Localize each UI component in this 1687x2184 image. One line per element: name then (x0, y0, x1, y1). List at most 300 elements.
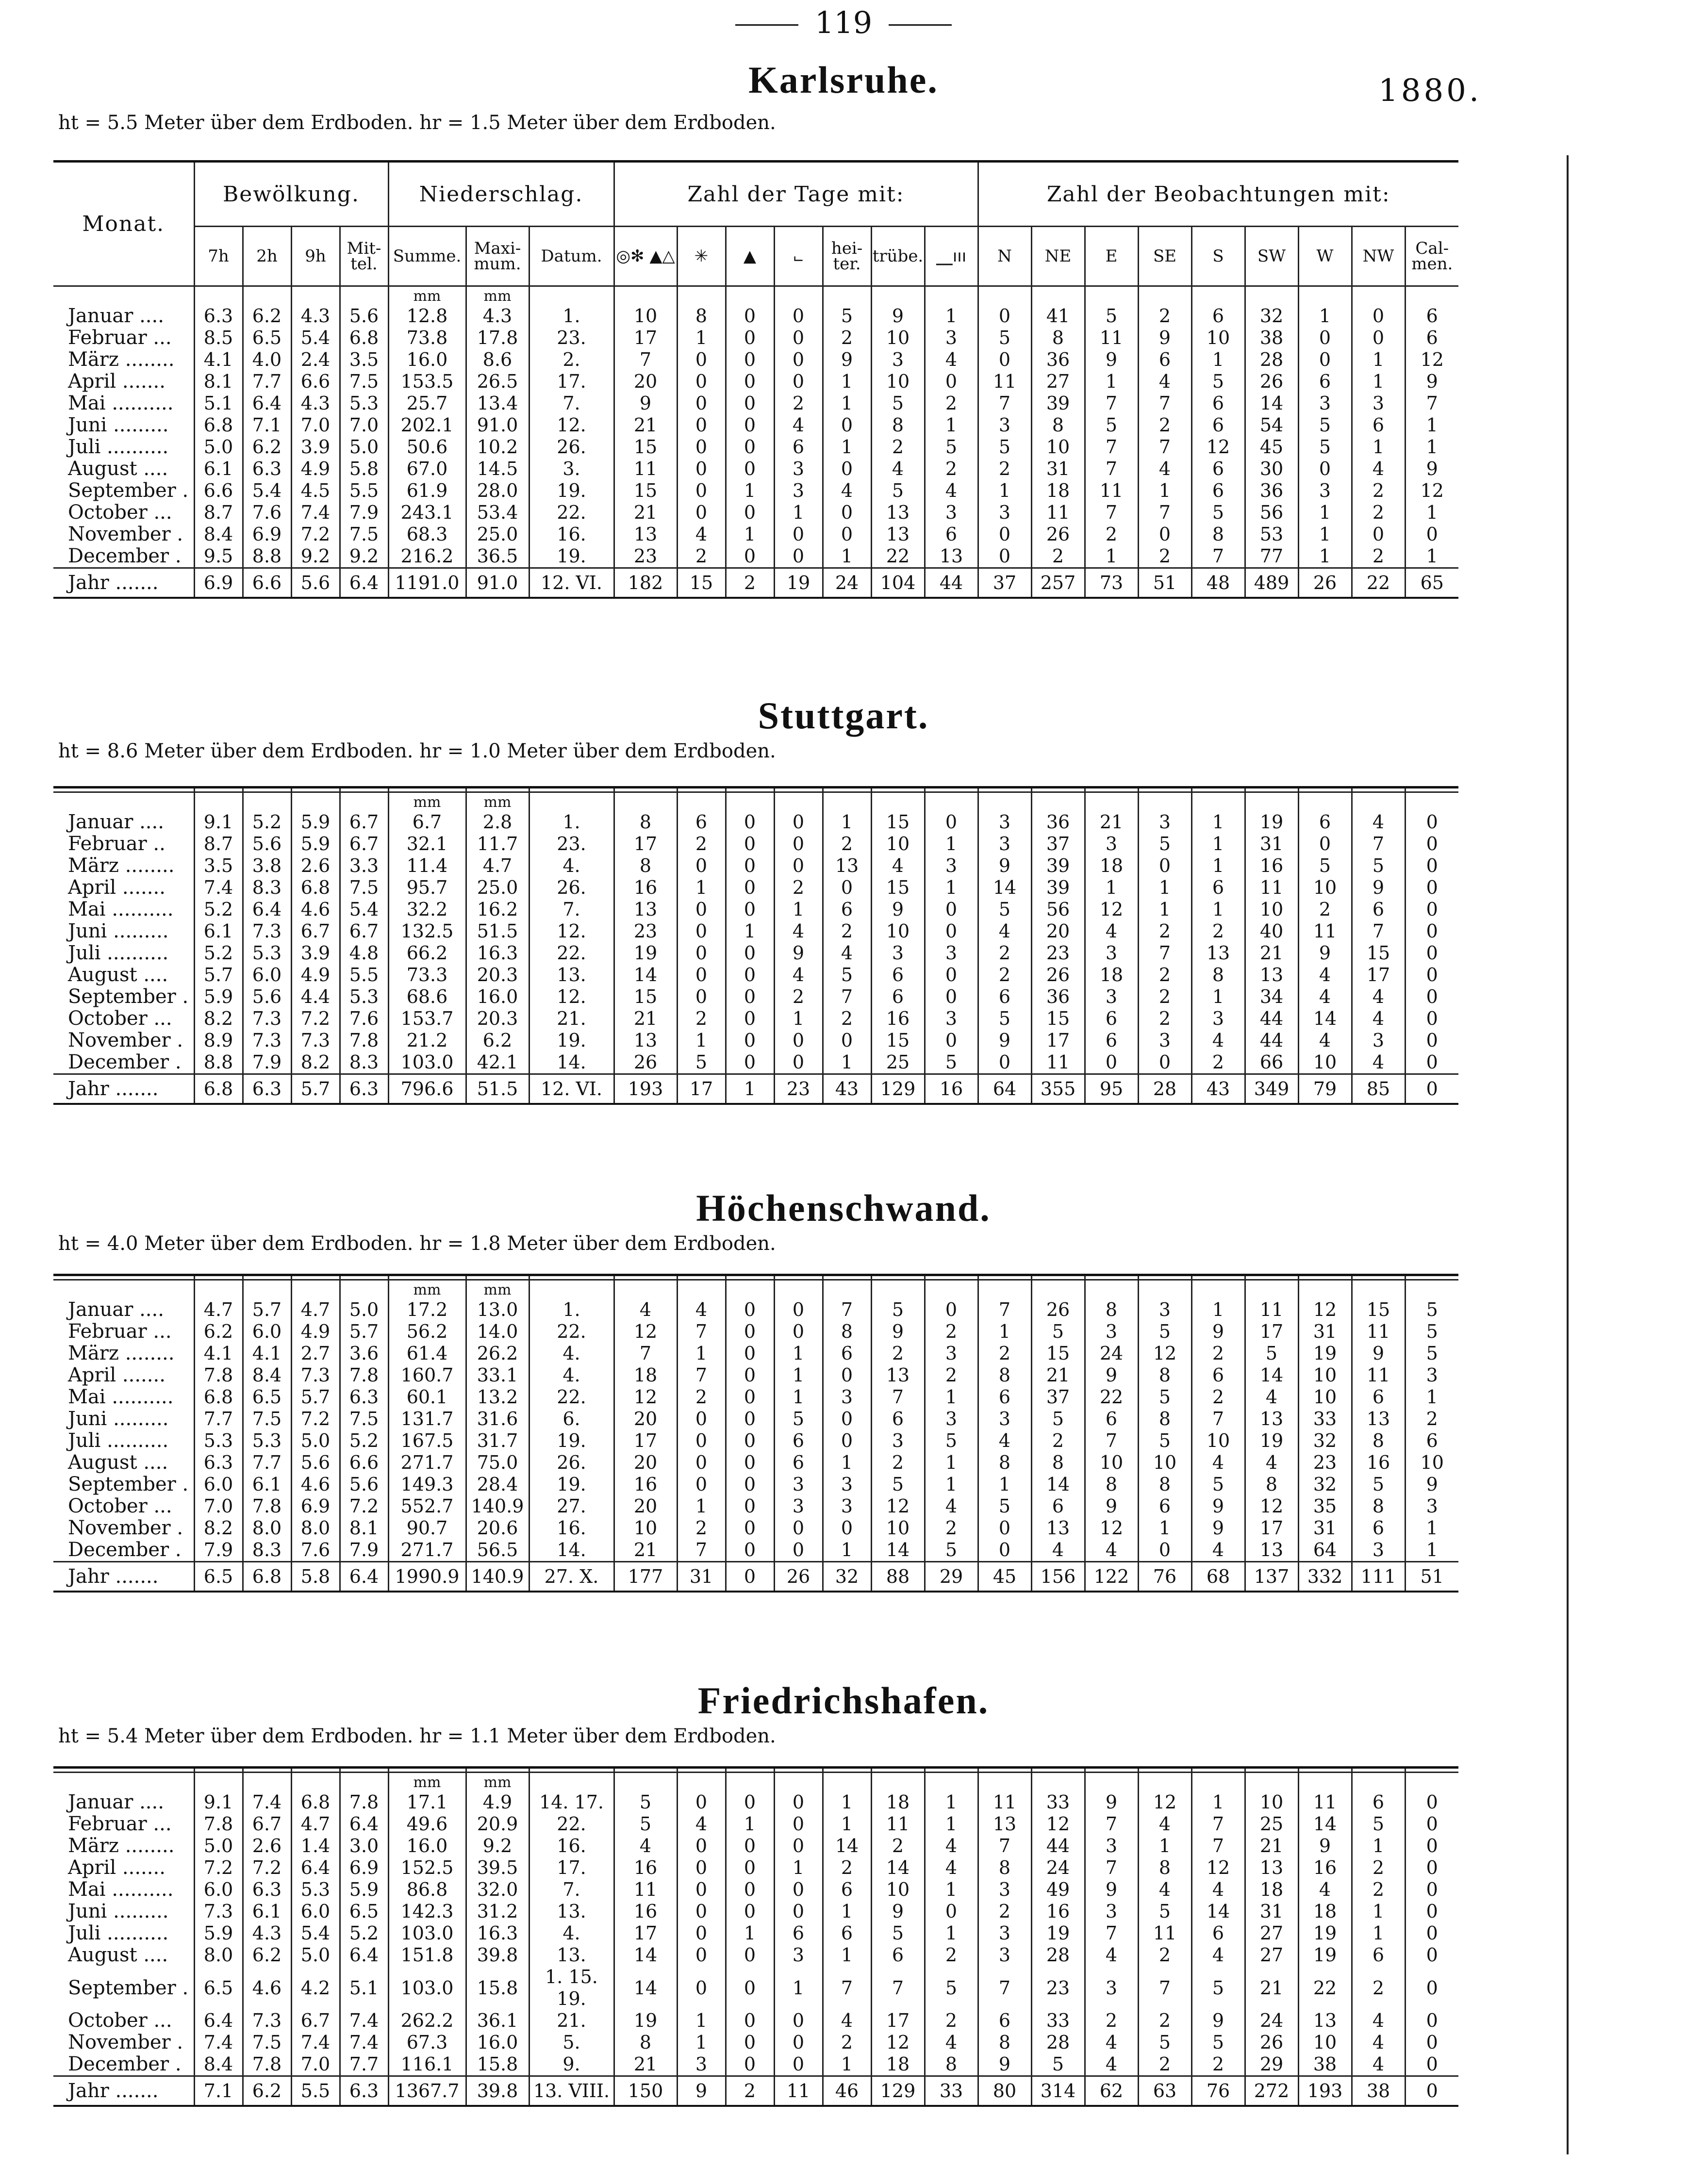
table-cell: 14 (1298, 1008, 1352, 1030)
table-top-rule (388, 1768, 466, 1773)
table-cell: 8.8 (194, 1051, 243, 1074)
table-cell: 1 (1298, 524, 1352, 545)
table-cell: 0 (1426, 1051, 1438, 1073)
table-cell: 10 (871, 833, 925, 855)
column-header-calmen: Cal-men. (1405, 227, 1458, 286)
table-cell: 2 (978, 1343, 1031, 1364)
spacer-cell (978, 286, 1031, 306)
table-cell: 5 (1191, 1966, 1245, 2010)
table-cell: 0 (677, 1922, 726, 1944)
column-header-wind-n: N (978, 227, 1031, 286)
table-cell: 3 (871, 1430, 925, 1452)
table-row (53, 1008, 1458, 1030)
table-cell: 0 (677, 1966, 726, 2010)
table-cell: 2 (823, 1008, 871, 1030)
table-cell: 11 (614, 458, 677, 480)
table-cell: 5 (1191, 371, 1245, 393)
table-cell: 0 (677, 855, 726, 877)
annual-cell: 129 (871, 2076, 925, 2106)
table-cell: 1 (823, 1452, 871, 1474)
table-cell: 19. (529, 480, 614, 502)
instrument-height-note: ht = 8.6 Meter über dem Erdboden. hr = 1.0 Meter über dem Erdboden. (58, 740, 776, 762)
table-cell: 5 (1031, 2053, 1085, 2076)
spacer-cell (1191, 286, 1245, 306)
table-cell: 0 (774, 1299, 823, 1321)
table-cell: 1 (1138, 1517, 1191, 1539)
table-cell: 5.9 (291, 833, 340, 855)
table-cell: 8 (978, 1452, 1031, 1474)
table-cell: 2.4 (291, 349, 340, 371)
table-cell: 8.3 (243, 1539, 291, 1562)
table-cell: 17 (614, 1922, 677, 1944)
table-cell: 33.1 (466, 1364, 529, 1386)
table-row (53, 1343, 1458, 1364)
table-cell: 5.3 (243, 942, 291, 964)
table-cell: 8.2 (194, 1008, 243, 1030)
table-cell: 4 (1138, 458, 1191, 480)
spacer-cell (1085, 792, 1138, 812)
table-cell: 0 (677, 1835, 726, 1857)
table-cell: 7.3 (243, 920, 291, 942)
table-top-rule (774, 1275, 823, 1280)
table-cell: 3.8 (243, 855, 291, 877)
table-cell: 2 (1191, 1051, 1245, 1074)
table-row (53, 480, 1458, 502)
table-cell: 5.3 (340, 986, 388, 1008)
table-cell: 9.2 (291, 545, 340, 568)
table-cell: 11 (871, 1813, 925, 1835)
table-cell: 7 (1352, 920, 1405, 942)
table-cell: 7.5 (340, 371, 388, 393)
month-label: October ... (53, 502, 194, 524)
annual-cell: 6.3 (243, 1074, 291, 1104)
table-cell: 0 (925, 920, 978, 942)
table-cell: 7.8 (340, 1030, 388, 1051)
table-cell: 8 (1085, 1474, 1138, 1495)
table-cell: 0 (978, 1539, 1031, 1562)
table-cell: 1 (1191, 899, 1245, 920)
annual-label: Jahr ....... (53, 2076, 194, 2106)
table-row (53, 1364, 1458, 1386)
annual-cell: 355 (1031, 1074, 1085, 1104)
table-cell: 6 (871, 964, 925, 986)
table-cell: 3 (823, 1495, 871, 1517)
table-top-rule (614, 788, 677, 792)
table-cell: 116.1 (388, 2053, 466, 2076)
table-cell: 17 (1245, 1517, 1298, 1539)
table-cell: 4.7 (291, 1813, 340, 1835)
table-cell: 0 (774, 2010, 823, 2032)
table-cell: 23 (1031, 942, 1085, 964)
spacer-cell (1298, 792, 1352, 812)
table-cell: 3 (1352, 393, 1405, 414)
table-cell: 8.3 (243, 877, 291, 899)
spacer-cell (774, 1280, 823, 1299)
table-top-rule (871, 788, 925, 792)
table-cell: 31 (1245, 1901, 1298, 1922)
table-cell: 1 (1352, 349, 1405, 371)
table-cell: 31.2 (466, 1901, 529, 1922)
table-cell: 2. (529, 349, 614, 371)
table-cell: 7.8 (194, 1364, 243, 1386)
table-cell: 21 (614, 502, 677, 524)
table-cell: 13.2 (466, 1386, 529, 1408)
table-cell: 0 (1426, 1857, 1438, 1878)
table-cell: 3 (1191, 1008, 1245, 1030)
spacer-cell (1405, 1280, 1458, 1299)
table-cell: 5.7 (194, 964, 243, 986)
table-cell: 1 (823, 1791, 871, 1813)
table-cell: 12. (529, 986, 614, 1008)
table-cell: 3 (1426, 1364, 1438, 1386)
table-cell: 6 (1191, 458, 1245, 480)
table-cell: 0 (726, 1495, 774, 1517)
table-cell: 2 (925, 1517, 978, 1539)
table-cell: 5. (529, 2032, 614, 2053)
table-row (53, 1321, 1458, 1343)
table-cell: 1 (1298, 305, 1352, 327)
table-row (53, 1791, 1458, 1813)
table-cell: 5 (978, 327, 1031, 349)
table-cell: 39 (1031, 393, 1085, 414)
table-cell: 0 (726, 1452, 774, 1474)
month-label: August .... (53, 1944, 194, 1966)
table-cell: 2 (774, 393, 823, 414)
annual-cell: 1990.9 (388, 1562, 466, 1592)
spacer-cell (823, 286, 871, 306)
spacer-cell (1245, 286, 1298, 306)
table-cell: 10 (871, 1517, 925, 1539)
annual-cell: 314 (1031, 2076, 1085, 2106)
table-cell: 29 (1245, 2053, 1298, 2076)
spacer-cell (677, 286, 726, 306)
table-cell: 4 (1352, 2010, 1405, 2032)
table-cell: 6 (1298, 811, 1352, 833)
table-cell: 73.8 (388, 327, 466, 349)
table-top-rule (1298, 788, 1352, 792)
table-cell: 1 (1426, 436, 1438, 458)
table-cell: 9 (823, 349, 871, 371)
spacer-cell (1191, 792, 1245, 812)
table-cell: 4 (1191, 1944, 1245, 1966)
month-label: April ....... (53, 877, 194, 899)
table-cell: 0 (774, 1835, 823, 1857)
table-cell: 2 (1138, 920, 1191, 942)
table-top-rule (53, 1768, 194, 1773)
table-cell: 0 (1352, 327, 1405, 349)
table-cell: 6 (978, 986, 1031, 1008)
column-header-7h: 7h (194, 227, 243, 286)
table-cell: 3 (978, 1879, 1031, 1901)
annual-cell: 6.6 (243, 568, 291, 598)
table-cell: 12.8 (388, 305, 466, 327)
table-cell: 15 (871, 877, 925, 899)
table-cell: 3 (677, 2053, 726, 2076)
table-cell: 6 (1352, 1791, 1405, 1813)
table-cell: 3 (1352, 1539, 1405, 1562)
table-top-rule (1085, 788, 1138, 792)
table-cell: 0 (774, 545, 823, 568)
spacer-cell (823, 1773, 871, 1792)
table-cell: 19 (1298, 1922, 1352, 1944)
table-cell: 7 (1085, 1922, 1138, 1944)
table-cell: 1 (726, 1813, 774, 1835)
table-row (53, 436, 1458, 458)
table-cell: 0 (925, 1030, 978, 1051)
table-cell: 6.6 (194, 480, 243, 502)
table-cell: 31 (1031, 458, 1085, 480)
table-cell: 10 (871, 920, 925, 942)
table-cell: 26 (614, 1051, 677, 1074)
spacer-cell (726, 1280, 774, 1299)
table-cell: 16.0 (388, 349, 466, 371)
table-cell: 9 (1426, 1474, 1438, 1495)
table-cell: 0 (925, 371, 978, 393)
table-cell: 5.6 (291, 1452, 340, 1474)
table-cell: 4 (823, 942, 871, 964)
table-cell: 4 (1191, 1879, 1245, 1901)
table-top-rule (529, 788, 614, 792)
annual-cell: 48 (1191, 568, 1245, 598)
table-cell: 9 (1191, 1495, 1245, 1517)
table-cell: 39.5 (466, 1857, 529, 1879)
table-cell: 4 (925, 349, 978, 371)
table-cell: 3 (925, 855, 978, 877)
table-cell: 0 (1426, 877, 1438, 898)
table-cell: 7 (614, 349, 677, 371)
table-cell: 0 (774, 327, 823, 349)
table-cell: 21 (1031, 1364, 1085, 1386)
table-cell: 6 (1352, 1517, 1405, 1539)
table-cell: 1 (1191, 349, 1245, 371)
table-cell: 7.9 (340, 502, 388, 524)
table-cell: 7.3 (291, 1364, 340, 1386)
table-cell: 0 (1426, 920, 1438, 942)
table-row (53, 414, 1458, 436)
table-cell: 16.3 (466, 1922, 529, 1944)
table-cell: 19 (614, 2010, 677, 2032)
table-cell: 31 (1298, 1321, 1352, 1343)
table-cell: 1 (823, 811, 871, 833)
table-top-rule (823, 788, 871, 792)
table-cell: 6.4 (243, 393, 291, 414)
table-cell: 5 (925, 1051, 978, 1074)
table-cell: 4 (978, 920, 1031, 942)
table-row (53, 1922, 1458, 1944)
month-label: März ........ (53, 855, 194, 877)
table-cell: 5.0 (194, 436, 243, 458)
column-group-niederschlag: Niederschlag. (388, 162, 614, 227)
table-cell: 11.4 (388, 855, 466, 877)
table-cell: 216.2 (388, 545, 466, 568)
table-cell: 0 (823, 524, 871, 545)
table-cell: 7. (529, 899, 614, 920)
table-cell: 14 (614, 964, 677, 986)
table-top-rule (1191, 1275, 1245, 1280)
table-cell: 22 (1085, 1386, 1138, 1408)
annual-cell: 2 (726, 2076, 774, 2106)
table-top-rule (291, 1768, 340, 1773)
table-cell: 153.5 (388, 371, 466, 393)
table-cell: 7.4 (291, 2032, 340, 2053)
table-cell: 12 (1420, 349, 1444, 370)
table-cell: 4 (925, 480, 978, 502)
table-row (53, 833, 1458, 855)
table-cell: 6.4 (194, 2010, 243, 2032)
table-cell: 18 (1085, 855, 1138, 877)
table-cell: 7 (1191, 1835, 1245, 1857)
spacer-cell (1405, 792, 1458, 812)
table-cell: 90.7 (388, 1517, 466, 1539)
spacer-cell (614, 1773, 677, 1792)
table-cell: 1 (726, 524, 774, 545)
annual-cell: 45 (978, 1562, 1031, 1592)
table-cell: 3 (925, 1343, 978, 1364)
table-cell: 1 (1138, 899, 1191, 920)
table-cell: 1 (1352, 1922, 1405, 1944)
spacer-cell (53, 792, 194, 812)
table-cell: 1 (774, 1364, 823, 1386)
table-cell: 4 (1085, 1944, 1138, 1966)
table-cell: 5.9 (194, 1922, 243, 1944)
table-cell: 15 (614, 436, 677, 458)
table-cell: 25 (871, 1051, 925, 1074)
table-cell: 14 (1031, 1474, 1085, 1495)
table-cell: 60.1 (388, 1386, 466, 1408)
annual-cell: 122 (1085, 1562, 1138, 1592)
spacer-cell (340, 1773, 388, 1792)
page-right-rule (1567, 155, 1569, 2154)
table-cell: 16.2 (466, 899, 529, 920)
table-cell: 7.5 (340, 524, 388, 545)
table-cell: 10 (1298, 1051, 1352, 1074)
table-cell: 5 (677, 1051, 726, 1074)
table-cell: 6.7 (340, 811, 388, 833)
annual-cell: 2 (726, 568, 774, 598)
table-cell: 0 (1426, 942, 1438, 964)
annual-cell: 137 (1245, 1562, 1298, 1592)
table-cell: 8.9 (194, 1030, 243, 1051)
table-cell: 44 (1245, 1008, 1298, 1030)
table-cell: 28 (1031, 2032, 1085, 2053)
table-cell: 11.7 (466, 833, 529, 855)
table-cell: 5.1 (194, 393, 243, 414)
table-cell: 5.4 (243, 480, 291, 502)
table-cell: 13 (871, 1364, 925, 1386)
annual-cell: 85 (1352, 1074, 1405, 1104)
table-cell: 4.0 (243, 349, 291, 371)
table-cell: 19 (1298, 1343, 1352, 1364)
spacer-cell (1352, 792, 1405, 812)
table-cell: 0 (774, 305, 823, 327)
table-cell: 5 (1138, 833, 1191, 855)
table-cell: 21. (529, 1008, 614, 1030)
table-cell: 5.2 (243, 811, 291, 833)
table-cell: 26 (1031, 524, 1085, 545)
table-cell: 4.9 (291, 964, 340, 986)
table-cell: 5 (823, 305, 871, 327)
table-cell: 4.6 (291, 1474, 340, 1495)
table-cell: 0 (726, 1944, 774, 1966)
table-cell: 13 (1298, 2010, 1352, 2032)
table-cell: 0 (726, 1030, 774, 1051)
table-cell: 7 (823, 986, 871, 1008)
table-cell: 9 (871, 1321, 925, 1343)
table-cell: 4 (1352, 2053, 1405, 2076)
table-cell: 64 (1298, 1539, 1352, 1562)
table-cell: 9 (1352, 1343, 1405, 1364)
table-cell: 1 (823, 436, 871, 458)
table-cell: 10 (1298, 1364, 1352, 1386)
table-cell: 22. (529, 1321, 614, 1343)
table-cell: 4 (978, 1430, 1031, 1452)
spacer-cell (774, 792, 823, 812)
spacer-cell (291, 286, 340, 306)
table-cell: 2 (1191, 1386, 1245, 1408)
table-cell: 0 (677, 502, 726, 524)
table-cell: 75.0 (466, 1452, 529, 1474)
annual-cell: 51.5 (466, 1074, 529, 1104)
table-cell: 6 (925, 524, 978, 545)
table-cell: 2 (1191, 2053, 1245, 2076)
spacer-cell (726, 792, 774, 812)
table-cell: 0 (726, 1430, 774, 1452)
table-cell: 9 (1426, 458, 1438, 479)
table-cell: 19 (1298, 1944, 1352, 1966)
table-cell: 0 (823, 458, 871, 480)
month-label: December . (53, 2053, 194, 2076)
table-cell: 2 (1352, 1879, 1405, 1901)
unit-label: mm (388, 1280, 466, 1299)
table-cell: 1. (529, 811, 614, 833)
table-cell: 0 (726, 545, 774, 568)
table-cell: 13 (1245, 1857, 1298, 1879)
table-cell: 3 (1298, 480, 1352, 502)
table-cell: 2 (1085, 2010, 1138, 2032)
table-cell: 17 (871, 2010, 925, 2032)
table-cell: 5 (1138, 1321, 1191, 1343)
table-cell: 0 (1426, 1922, 1438, 1944)
annual-cell: 349 (1245, 1074, 1298, 1104)
table-cell: 11 (1085, 327, 1138, 349)
table-cell: 6 (1426, 327, 1438, 348)
spacer-cell (194, 286, 243, 306)
table-cell: 6.3 (340, 1386, 388, 1408)
table-cell: 9 (978, 855, 1031, 877)
table-cell: 7.7 (340, 2053, 388, 2076)
table-row (53, 1474, 1458, 1495)
table-cell: 26 (1031, 964, 1085, 986)
table-cell: 20 (614, 1408, 677, 1430)
spacer-cell (1138, 1773, 1191, 1792)
table-cell: 28 (1031, 1944, 1085, 1966)
table-cell: 6 (1191, 414, 1245, 436)
table-cell: 6.6 (340, 1452, 388, 1474)
table-cell: 3.9 (291, 942, 340, 964)
table-cell: 0 (823, 502, 871, 524)
table-cell: 23. (529, 327, 614, 349)
month-label: October ... (53, 2010, 194, 2032)
table-cell: 2 (925, 1364, 978, 1386)
spacer-cell (243, 792, 291, 812)
table-cell: 21 (1085, 811, 1138, 833)
table-cell: 16 (1031, 1901, 1085, 1922)
table-cell: 7.1 (243, 414, 291, 436)
annual-cell: 1 (726, 1074, 774, 1104)
table-cell: 0 (1426, 855, 1438, 876)
annual-cell: 104 (871, 568, 925, 598)
spacer-cell (1085, 286, 1138, 306)
